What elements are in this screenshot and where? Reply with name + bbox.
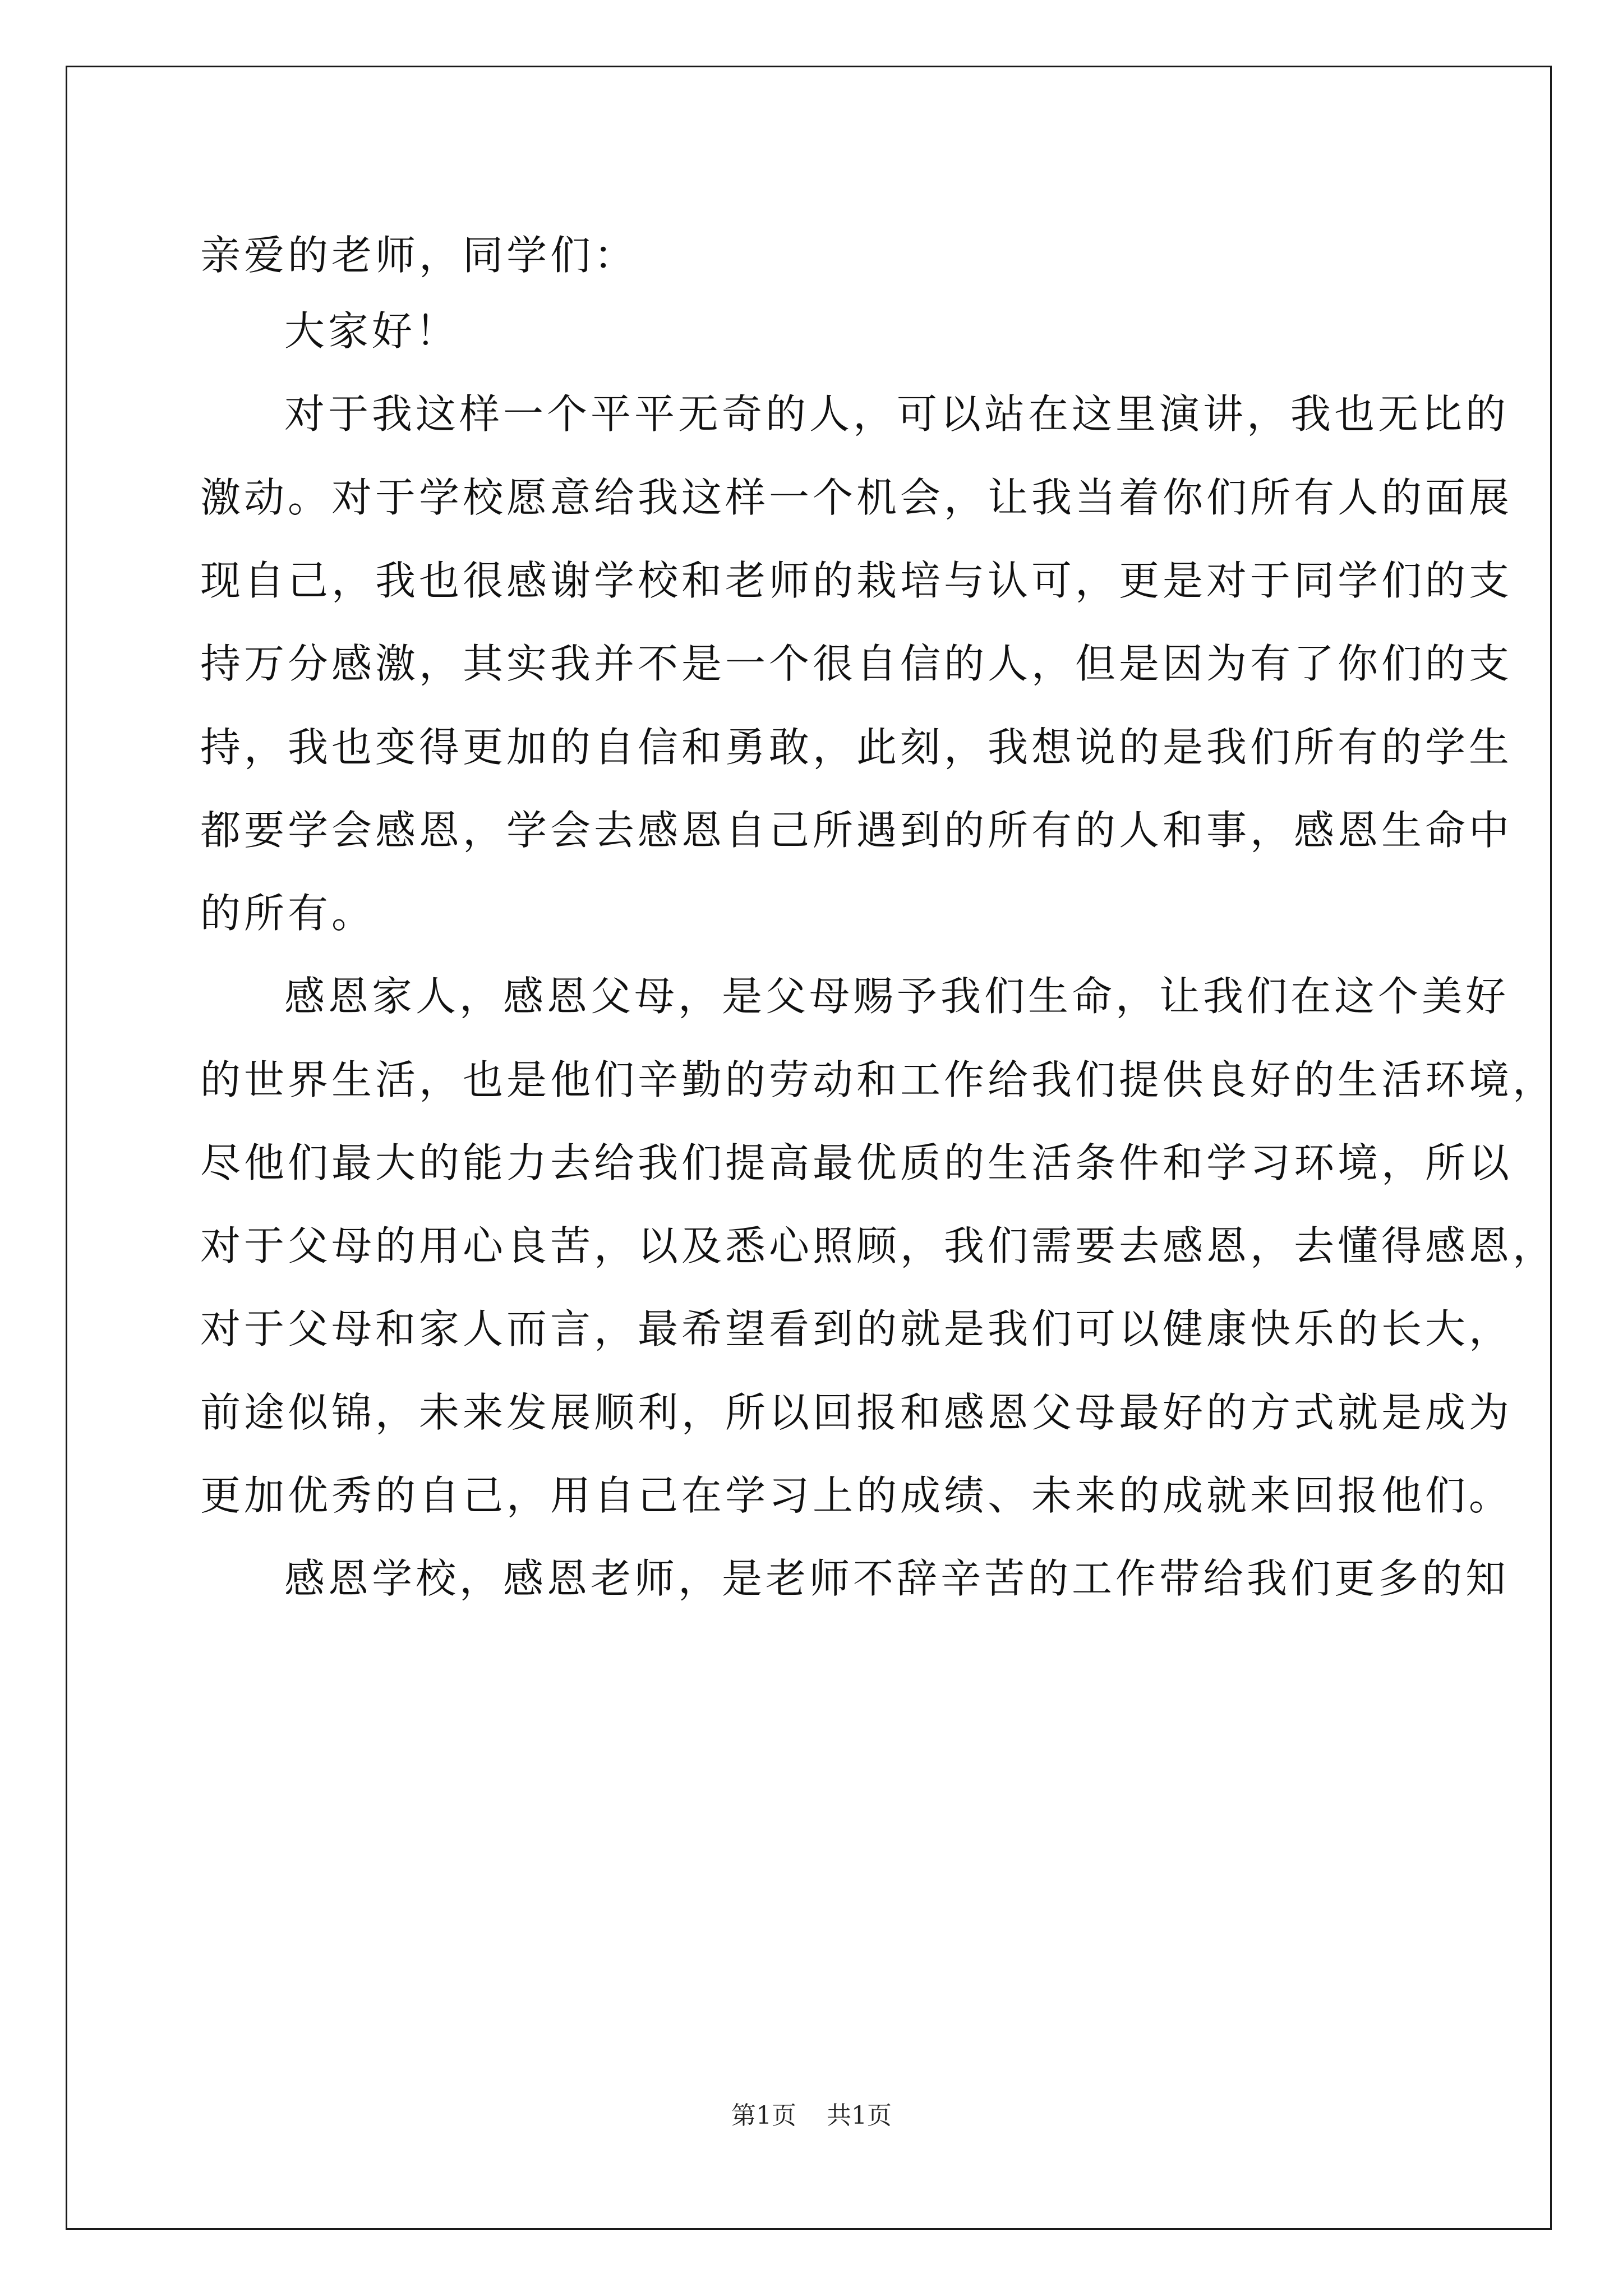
text-line: 持万分感激，其实我并不是一个很自信的人，但是因为有了你们的支 — [200, 640, 1513, 687]
page-number: 第1页 — [731, 2101, 796, 2130]
text-line: 尽他们最大的能力去给我们提高最优质的生活条件和学习环境，所以 — [200, 1139, 1513, 1186]
text-line: 的所有。 — [200, 890, 376, 937]
text-line: 对于父母的用心良苦，以及悉心照顾，我们需要去感恩，去懂得感恩， — [200, 1222, 1557, 1269]
text-line: 对于我这样一个平平无奇的人，可以站在这里演讲，我也无比的 — [284, 390, 1510, 438]
text-line: 对于父母和家人而言，最希望看到的就是我们可以健康快乐的长大， — [200, 1305, 1513, 1352]
text-line: 前途似锦，未来发展顺利，所以回报和感恩父母最好的方式就是成为 — [200, 1389, 1513, 1436]
greeting-line: 大家好！ — [284, 307, 460, 355]
page-footer — [0, 2095, 1623, 2131]
salutation-line: 亲爱的老师，同学们： — [200, 232, 638, 279]
text-line: 持，我也变得更加的自信和勇敢，此刻，我想说的是我们所有的学生 — [200, 724, 1513, 771]
text-line: 现自己，我也很感谢学校和老师的栽培与认可，更是对于同学们的支 — [200, 557, 1513, 604]
page-total: 共1页 — [827, 2101, 892, 2130]
text-line: 感恩家人，感恩父母，是父母赐予我们生命，让我们在这个美好 — [284, 973, 1510, 1020]
text-line: 都要学会感恩，学会去感恩自己所遇到的所有的人和事，感恩生命中 — [200, 807, 1513, 854]
text-line: 的世界生活，也是他们辛勤的劳动和工作给我们提供良好的生活环境， — [200, 1056, 1557, 1103]
text-line: 更加优秀的自己，用自己在学习上的成绩、未来的成就来回报他们。 — [200, 1472, 1513, 1519]
text-line: 激动。对于学校愿意给我这样一个机会，让我当着你们所有人的面展 — [200, 474, 1513, 521]
text-line: 感恩学校，感恩老师，是老师不辞辛苦的工作带给我们更多的知 — [284, 1555, 1510, 1602]
